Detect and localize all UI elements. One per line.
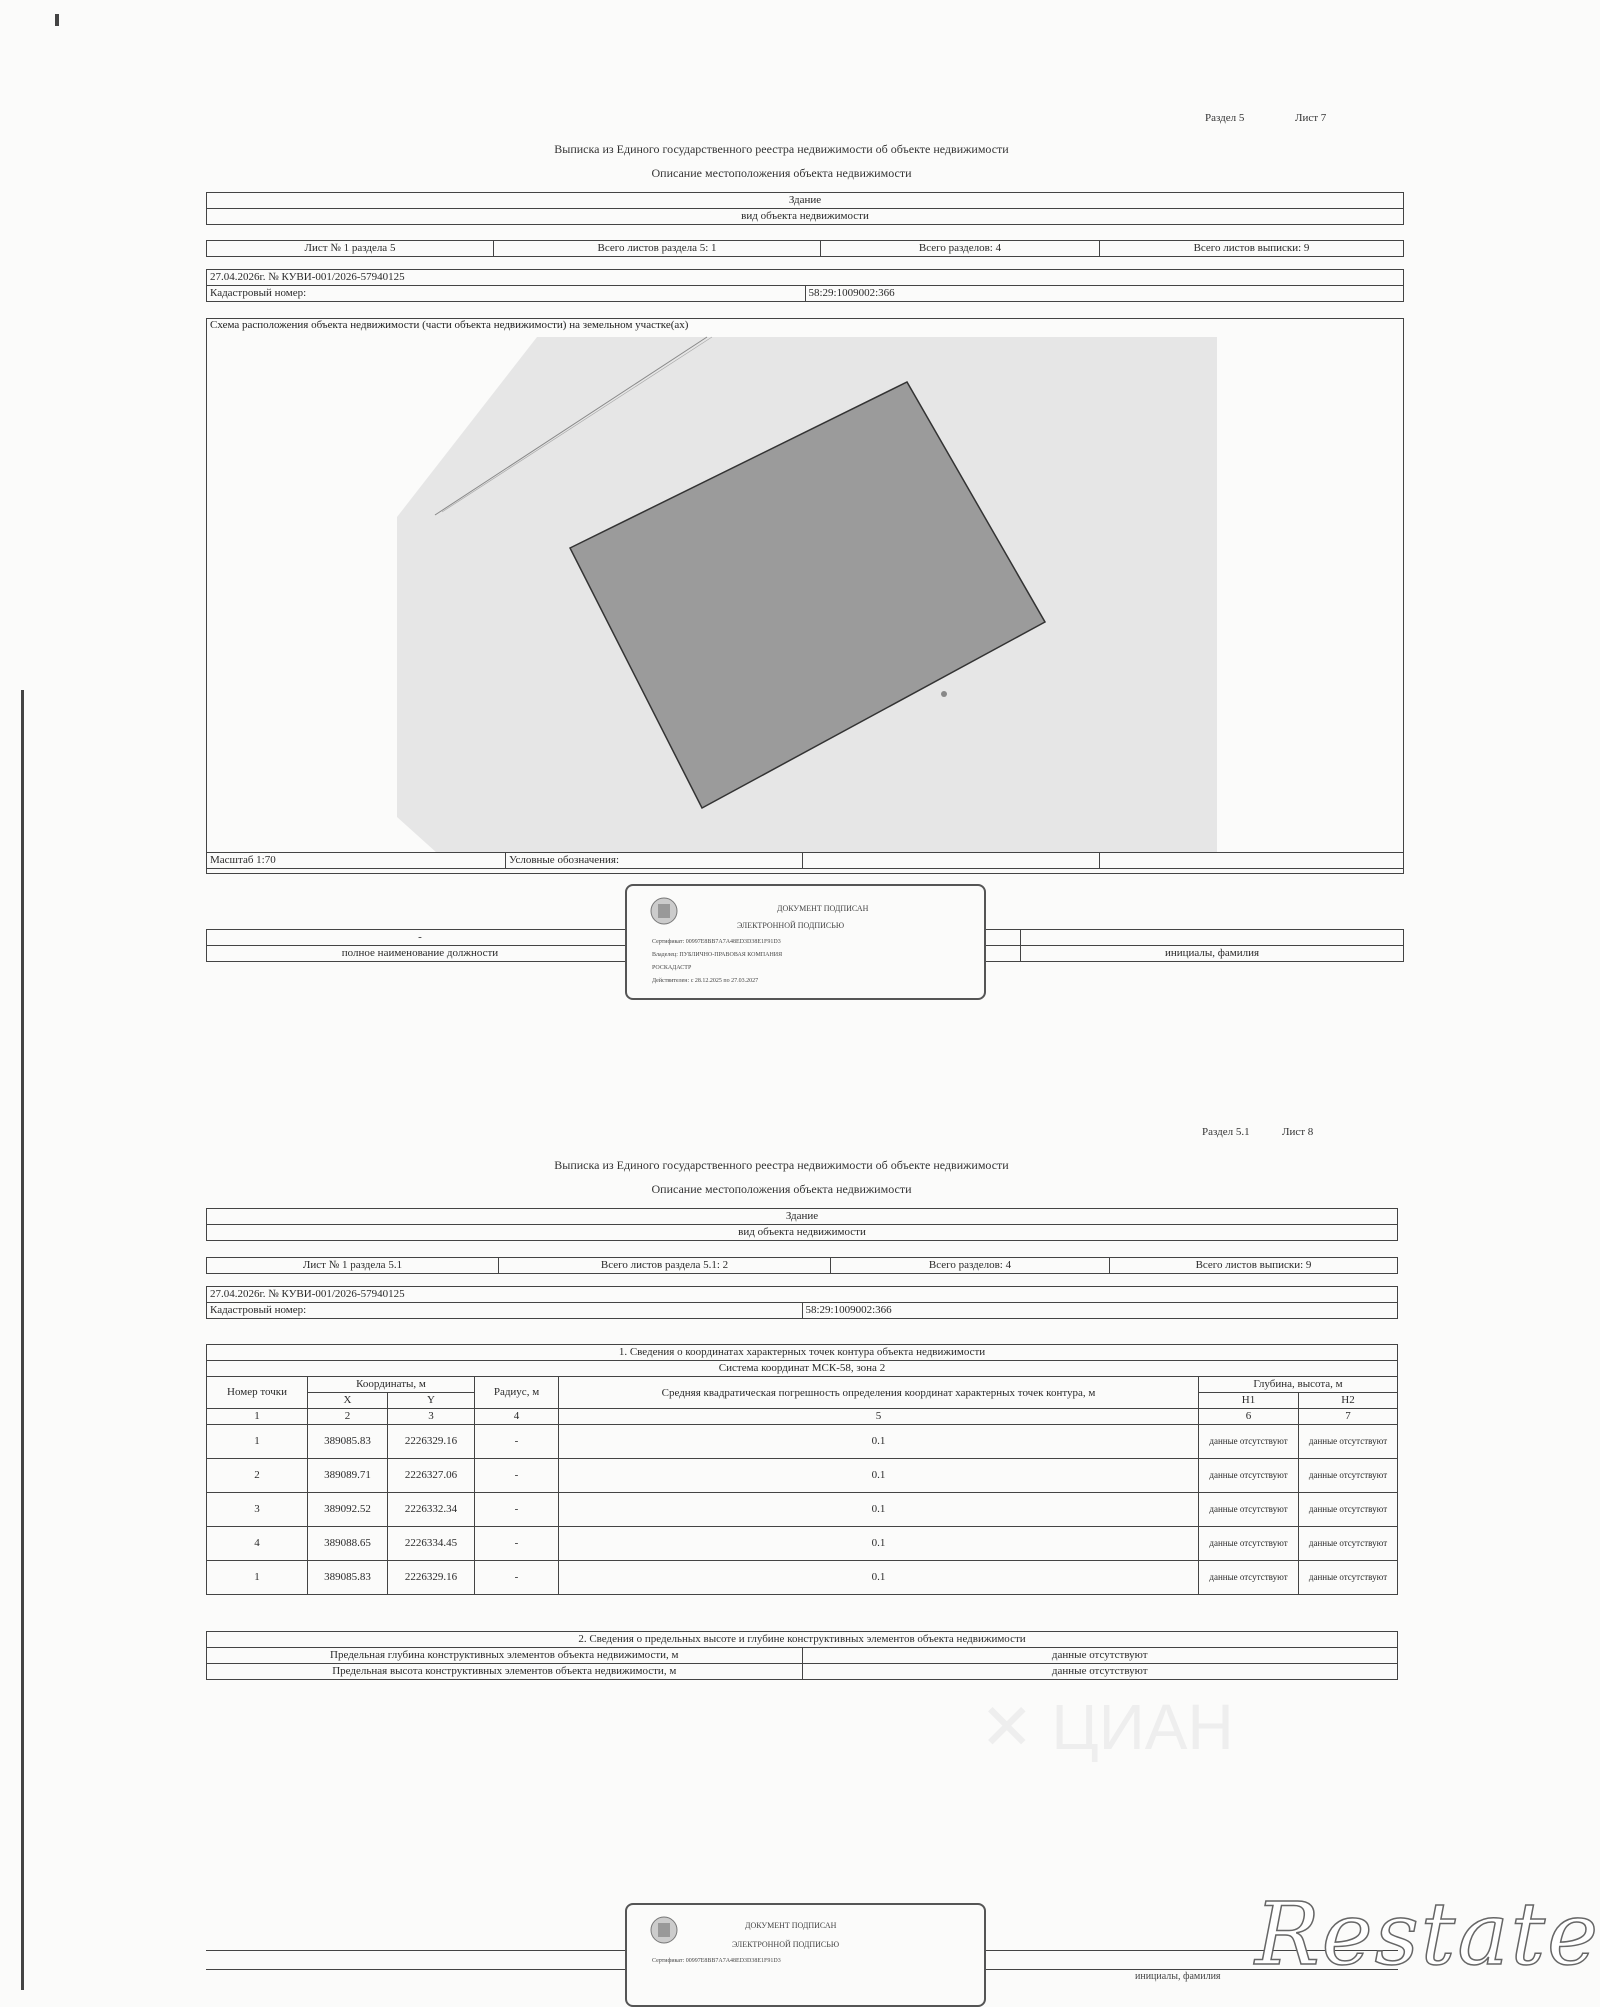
h2: данные отсутствуют (1299, 1459, 1398, 1493)
total-sheets-extract: Всего листов выписки: 9 (1100, 241, 1404, 257)
signature-name-caption: инициалы, фамилия (1021, 946, 1404, 962)
stamp-line-4: Владелец: ПУБЛИЧНО-ПРАВОВАЯ КОМПАНИЯ (652, 952, 783, 958)
coord-x: 389089.71 (308, 1459, 388, 1493)
radius: - (475, 1425, 559, 1459)
emblem-icon (649, 896, 679, 926)
total-sheets-section-2: Всего листов раздела 5.1: 2 (499, 1258, 831, 1274)
coord-y: 2226334.45 (388, 1527, 475, 1561)
sheet-info-table (206, 240, 1404, 257)
col-radius: Радиус, м (475, 1377, 559, 1409)
ghost-watermark: ✕ ЦИАН (980, 1691, 1234, 1763)
coord-y: 2226329.16 (388, 1561, 475, 1595)
object-name: Здание (207, 193, 1404, 209)
error: 0.1 (559, 1425, 1199, 1459)
stamp-line-2: ЭЛЕКТРОННОЙ ПОДПИСЬЮ (732, 1940, 840, 1949)
coord-x: 389088.65 (308, 1527, 388, 1561)
header-table (206, 192, 1404, 225)
col-x: X (308, 1393, 388, 1409)
limits-heading: 2. Сведения о предельных высоте и глубине конструктивных элементов объекта недвижимости (207, 1632, 1398, 1648)
h1: данные отсутствуют (1199, 1527, 1299, 1561)
stamp-line-6: Действителен: с 28.12.2025 по 27.03.2027 (652, 978, 759, 984)
cadastral-label: Кадастровый номер: (207, 286, 806, 302)
coord-x: 389085.83 (308, 1425, 388, 1459)
depth-label: Предельная глубина конструктивных элементов объекта недвижимости, м (207, 1648, 803, 1664)
point-number: 1 (207, 1425, 308, 1459)
signature-position-caption: полное наименование должности (207, 946, 634, 962)
point-number: 2 (207, 1459, 308, 1493)
page-title: Выписка из Единого государственного реестра недвижимости об объекте недвижимости (554, 142, 1009, 156)
scan-left-edge-line (21, 690, 24, 1990)
object-kind-caption-2: вид объекта недвижимости (207, 1225, 1398, 1241)
stamp-line-2: ЭЛЕКТРОННОЙ ПОДПИСЬЮ (737, 921, 845, 930)
restate-watermark: Restate (1255, 1885, 1600, 1985)
total-sheets-section: Всего листов раздела 5: 1 (494, 241, 821, 257)
cadastral-table-2 (206, 1286, 1398, 1319)
h2: данные отсутствуют (1299, 1527, 1398, 1561)
scheme-footer-table (206, 852, 1404, 869)
scheme-caption: Схема расположения объекта недвижимости (части объекта недвижимости) на земельном участке(ах) (210, 319, 689, 331)
error: 0.1 (559, 1493, 1199, 1527)
h2: данные отсутствуют (1299, 1493, 1398, 1527)
h2: данные отсутствуют (1299, 1561, 1398, 1595)
legend-label: Условные обозначения: (506, 853, 803, 869)
cadastral-table (206, 269, 1404, 302)
stamp-line-3: Сертификат: 00997E8BB7A7A48ED3D38E1F91D3 (652, 939, 781, 945)
h1: данные отсутствуют (1199, 1493, 1299, 1527)
section-label: Раздел 5 (1205, 112, 1245, 124)
col-num: 1 (207, 1409, 308, 1425)
legend-cell-1 (803, 853, 1100, 869)
table-row (207, 1561, 1398, 1595)
scale: Масштаб 1:70 (207, 853, 506, 869)
e-signature-stamp (625, 884, 986, 1000)
total-sheets-extract-2: Всего листов выписки: 9 (1110, 1258, 1398, 1274)
signature-position-top: - (207, 930, 634, 946)
date-number: 27.04.2026г. № КУВИ-001/2026-57940125 (207, 270, 1404, 286)
h1: данные отсутствуют (1199, 1459, 1299, 1493)
coord-y: 2226329.16 (388, 1425, 475, 1459)
col-coords: Координаты, м (308, 1377, 475, 1393)
radius: - (475, 1561, 559, 1595)
table-row (207, 1425, 1398, 1459)
legend-cell-2 (1100, 853, 1404, 869)
sheet-label-2: Лист 8 (1282, 1126, 1314, 1138)
scan-corner-mark (55, 14, 59, 26)
error: 0.1 (559, 1459, 1199, 1493)
point-number: 4 (207, 1527, 308, 1561)
col-num: 6 (1199, 1409, 1299, 1425)
signature-name-caption-2: инициалы, фамилия (1135, 1971, 1221, 1982)
h2: данные отсутствуют (1299, 1425, 1398, 1459)
error: 0.1 (559, 1561, 1199, 1595)
page-subtitle: Описание местоположения объекта недвижимости (651, 166, 912, 180)
table-row (207, 1459, 1398, 1493)
header-table-2 (206, 1208, 1398, 1241)
coord-y: 2226327.06 (388, 1459, 475, 1493)
total-sections-2: Всего разделов: 4 (831, 1258, 1110, 1274)
object-kind-caption: вид объекта недвижимости (207, 209, 1404, 225)
table-row (207, 1493, 1398, 1527)
col-h2: H2 (1299, 1393, 1398, 1409)
cadastral-value: 58:29:1009002:366 (805, 286, 1404, 302)
sheet-info-table-2 (206, 1257, 1398, 1274)
stamp-line-1: ДОКУМЕНТ ПОДПИСАН (777, 904, 869, 913)
stamp-line-1: ДОКУМЕНТ ПОДПИСАН (745, 1921, 837, 1930)
height-label: Предельная высота конструктивных элементов объекта недвижимости, м (207, 1664, 803, 1680)
object-name-2: Здание (207, 1209, 1398, 1225)
height-value: данные отсутствуют (802, 1664, 1398, 1680)
scheme-frame (206, 318, 1404, 874)
sheet-label: Лист 7 (1295, 112, 1327, 124)
col-num: 7 (1299, 1409, 1398, 1425)
section-label-2: Раздел 5.1 (1202, 1126, 1250, 1138)
page-title-2: Выписка из Единого государственного реестра недвижимости об объекте недвижимости (554, 1158, 1009, 1172)
depth-value: данные отсутствуют (802, 1648, 1398, 1664)
h1: данные отсутствуют (1199, 1561, 1299, 1595)
coords-heading: 1. Сведения о координатах характерных точек контура объекта недвижимости (207, 1345, 1398, 1361)
col-num: 5 (559, 1409, 1199, 1425)
sheet-number: Лист № 1 раздела 5 (207, 241, 494, 257)
stamp-line-3: Сертификат: 00997E8BB7A7A48ED3D38E1F91D3 (652, 1958, 781, 1964)
cadastral-label-2: Кадастровый номер: (207, 1303, 803, 1319)
col-depth: Глубина, высота, м (1199, 1377, 1398, 1393)
total-sections: Всего разделов: 4 (821, 241, 1100, 257)
coordinates-table (206, 1344, 1398, 1595)
cadastral-value-2: 58:29:1009002:366 (802, 1303, 1398, 1319)
h1: данные отсутствуют (1199, 1425, 1299, 1459)
scheme-drawing (207, 337, 1403, 853)
radius: - (475, 1527, 559, 1561)
coords-system: Система координат МСК-58, зона 2 (207, 1361, 1398, 1377)
col-y: Y (388, 1393, 475, 1409)
limits-table (206, 1631, 1398, 1680)
radius: - (475, 1493, 559, 1527)
point-number: 3 (207, 1493, 308, 1527)
date-number-2: 27.04.2026г. № КУВИ-001/2026-57940125 (207, 1287, 1398, 1303)
coord-x: 389085.83 (308, 1561, 388, 1595)
point-marker (941, 691, 947, 697)
point-number: 1 (207, 1561, 308, 1595)
stamp-line-5: РОСКАДАСТР (652, 965, 692, 971)
col-num: 4 (475, 1409, 559, 1425)
sheet-number-2: Лист № 1 раздела 5.1 (207, 1258, 499, 1274)
coord-x: 389092.52 (308, 1493, 388, 1527)
col-error: Средняя квадратическая погрешность определения координат характерных точек контура, м (559, 1377, 1199, 1409)
col-num: 2 (308, 1409, 388, 1425)
table-row (207, 1527, 1398, 1561)
emblem-icon (649, 1915, 679, 1945)
coord-y: 2226332.34 (388, 1493, 475, 1527)
col-point: Номер точки (207, 1377, 308, 1409)
page-subtitle-2: Описание местоположения объекта недвижимости (651, 1182, 912, 1196)
col-num: 3 (388, 1409, 475, 1425)
error: 0.1 (559, 1527, 1199, 1561)
radius: - (475, 1459, 559, 1493)
col-h1: H1 (1199, 1393, 1299, 1409)
e-signature-stamp-2 (625, 1903, 986, 2007)
